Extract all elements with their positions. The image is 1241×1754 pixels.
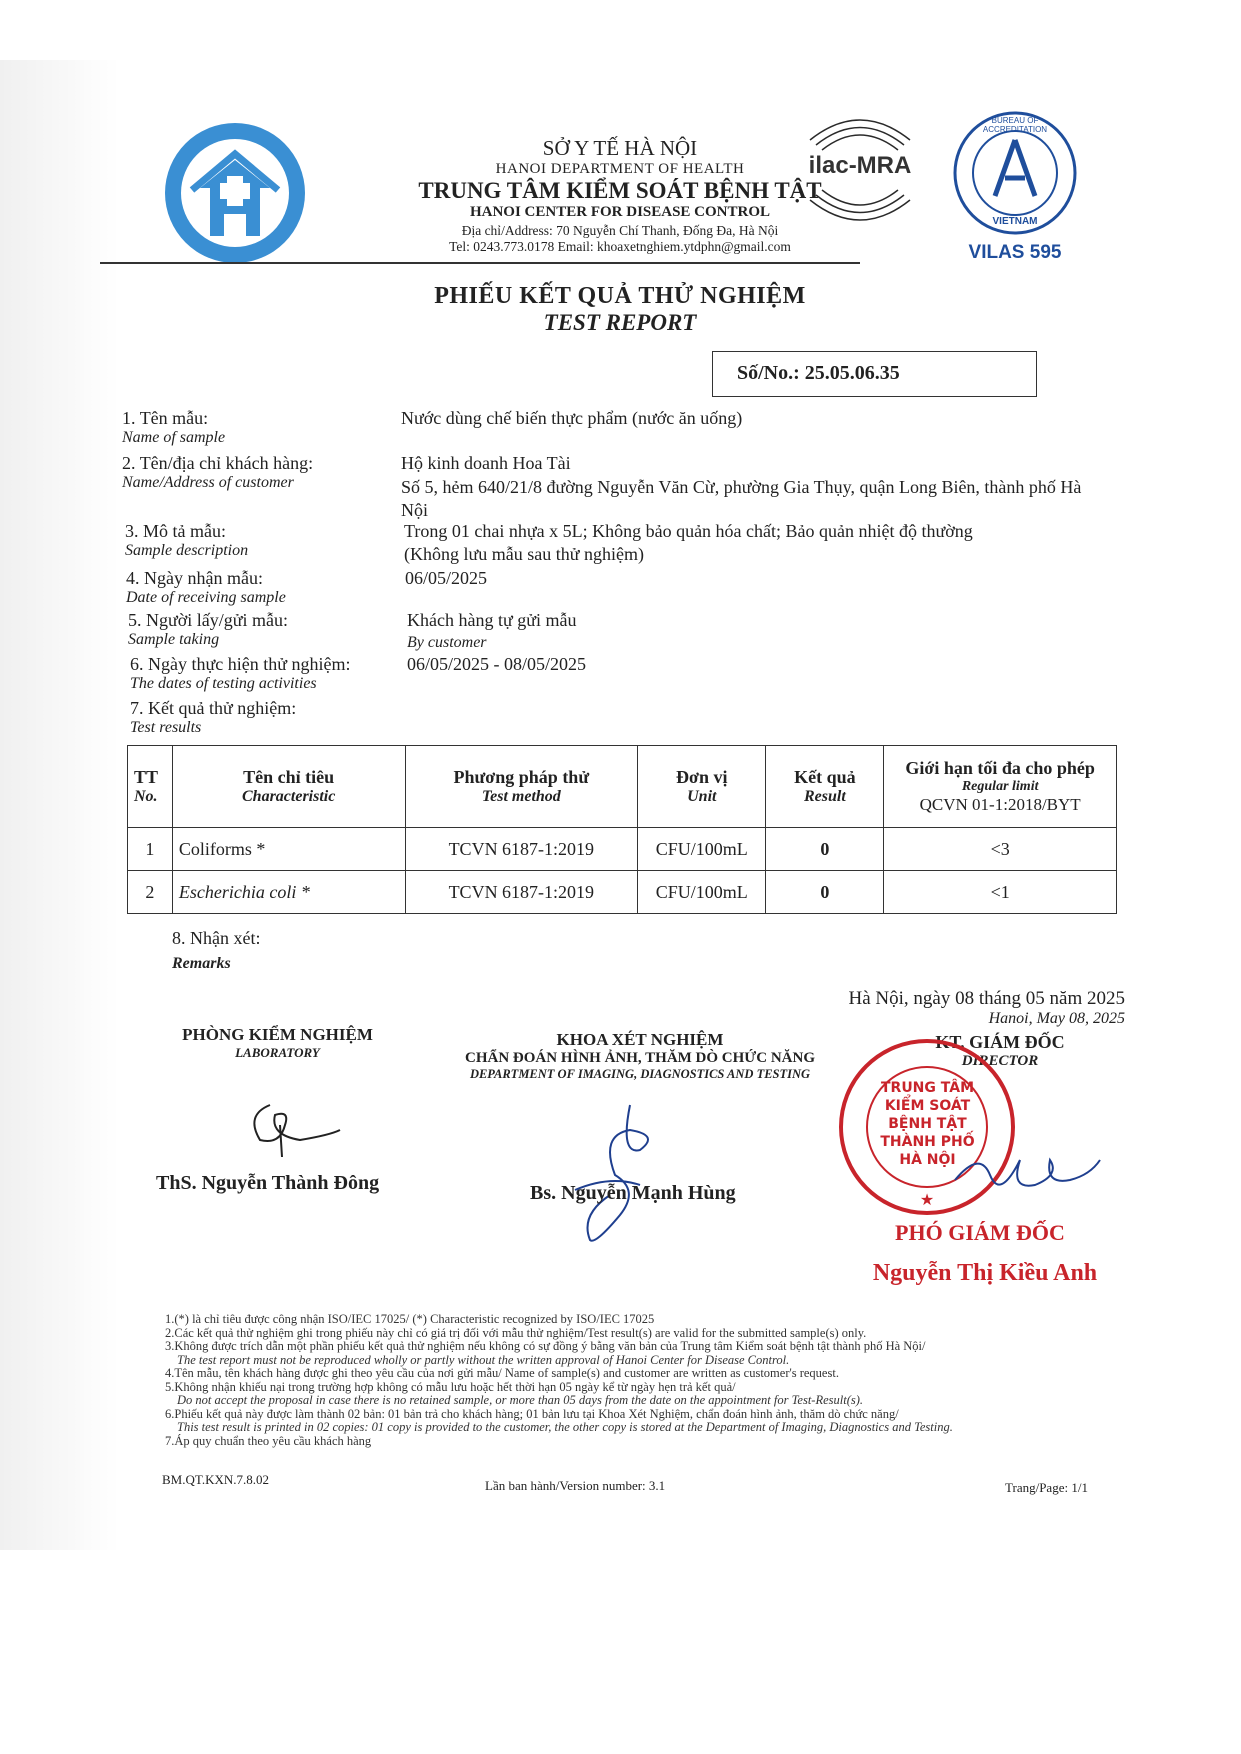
field-6-value: 06/05/2025 - 08/05/2025 (407, 654, 586, 674)
center-en: HANOI CENTER FOR DISEASE CONTROL (469, 204, 771, 220)
row2-unit: CFU/100mL (638, 871, 766, 914)
contact: Tel: 0243.773.0178 Email: khoaxetnghiem.ytdphn@gmail.com (449, 239, 791, 254)
field-5-value: Khách hàng tự gửi mẫu (407, 610, 577, 630)
footnotes (165, 1313, 1125, 1448)
note-4: 4.Tên mẫu, tên khách hàng được ghi theo yêu cầu của nơi gửi mẫu/ Name of sample(s) and customer are written as customer's request. (165, 1366, 839, 1380)
version-number: Lần ban hành/Version number: 3.1 (485, 1478, 666, 1493)
col-limit: Giới hạn tối đa cho phép Regular limit QCVN 01-1:2018/BYT (884, 746, 1117, 828)
field-2-label: 2. Tên/địa chỉ khách hàng: (122, 453, 314, 473)
dept-title-1: KHOA XÉT NGHIỆM (556, 1030, 724, 1049)
col-method: Phương pháp thử Test method (405, 746, 638, 828)
field-3-label: 3. Mô tả mẫu: (125, 521, 226, 541)
stamp-line-1: TRUNG TÂM (880, 1080, 974, 1096)
field-1-label: 1. Tên mẫu: (122, 408, 209, 428)
note-3: 3.Không được trích dẫn một phần phiếu kết quả thử nghiệm nếu không có sự đồng ý bằng văn bản của Trung tâm Kiểm soát bệnh tật thành phố Hà Nội/ (165, 1339, 926, 1353)
lab-title: PHÒNG KIỂM NGHIỆM (182, 1025, 373, 1044)
field-3-label-en: Sample description (125, 542, 249, 559)
title-vn: PHIẾU KẾT QUẢ THỬ NGHIỆM (434, 283, 806, 309)
report-number-value: 25.05.06.35 (804, 362, 900, 384)
table-row (128, 871, 1117, 914)
field-5-label-en: Sample taking (128, 631, 220, 648)
row1-unit: CFU/100mL (638, 828, 766, 871)
row1-name: Coliforms * (172, 828, 405, 871)
field-5-label: 5. Người lấy/gửi mẫu: (128, 610, 289, 630)
row2-name: Escherichia coli * (172, 871, 405, 914)
director-title-en: DIRECTOR (961, 1053, 1039, 1069)
stamp-line-2: KIỂM SOÁT (884, 1098, 971, 1114)
field-5-value-en: By customer (407, 634, 487, 651)
boa-country: VIETNAM (992, 216, 1038, 227)
field-1-label-en: Name of sample (122, 429, 226, 446)
field-4-label: 4. Ngày nhận mẫu: (126, 568, 263, 588)
dept-title-en: DEPARTMENT OF IMAGING, DIAGNOSTICS AND TESTING (469, 1067, 811, 1081)
field-6-label-en: The dates of testing activities (130, 675, 317, 692)
table-row (128, 828, 1117, 871)
stamp-line-5: HÀ NỘI (899, 1152, 956, 1168)
dept-en: HANOI DEPARTMENT OF HEALTH (495, 161, 745, 177)
header-rule (100, 262, 860, 264)
col-characteristic: Tên chỉ tiêu Characteristic (172, 746, 405, 828)
table-header-row (128, 746, 1117, 828)
field-2-label-en: Name/Address of customer (122, 474, 294, 491)
field-2-address: Số 5, hẻm 640/21/8 đường Nguyễn Văn Cừ, phường Gia Thụy, quận Long Biên, thành phố Hà Nội (401, 477, 1082, 520)
title-en: TEST REPORT (543, 310, 697, 335)
vilas-label: VILAS 595 (968, 242, 1062, 263)
dept-signer-name: Bs. Nguyễn Mạnh Hùng (530, 1182, 736, 1204)
row2-no: 2 (128, 871, 173, 914)
stamp-line-4: THÀNH PHỐ (880, 1134, 975, 1150)
field-4-label-en: Date of receiving sample (126, 589, 286, 606)
row2-method: TCVN 6187-1:2019 (405, 871, 638, 914)
note-7: 7.Áp quy chuẩn theo yêu cầu khách hàng (165, 1433, 372, 1448)
report-number-box (712, 351, 1037, 397)
dept-vn: SỞ Y TẾ HÀ NỘI (542, 136, 698, 160)
field-1-value: Nước dùng chế biến thực phẩm (nước ăn uống) (401, 408, 743, 428)
field-3-value: Trong 01 chai nhựa x 5L; Không bảo quản hóa chất; Bảo quản nhiệt độ thường (404, 521, 973, 541)
center-vn: TRUNG TÂM KIỂM SOÁT BỆNH TẬT (418, 178, 822, 203)
hcdc-logo (160, 118, 310, 268)
row2-result: 0 (766, 871, 884, 914)
ilac-mra-logo (790, 100, 930, 240)
lab-signature (240, 1085, 350, 1165)
note-5: 5.Không nhận khiếu nại trong trường hợp không có mẫu lưu hoặc hết thời hạn 05 ngày kể từ ngày hẹn trả kết quả/ (165, 1379, 736, 1394)
row2-limit: <1 (884, 871, 1117, 914)
col-unit: Đơn vị Unit (638, 746, 766, 828)
boa-logo (945, 108, 1085, 268)
stamp-line-3: BỆNH TẬT (888, 1116, 967, 1132)
note-2: 2.Các kết quả thử nghiệm ghi trong phiếu này chỉ có giá trị đối với mẫu thử nghiệm/Test result(s) are valid for the submitted sample(s) only. (165, 1325, 867, 1340)
note-1: 1.(*) là chỉ tiêu được công nhận ISO/IEC 17025/ (*) Characteristic recognized by ISO/IEC 17025 (165, 1312, 655, 1326)
ilac-text: ilac-MRA (808, 152, 912, 179)
report-number-label: Số/No.: (737, 362, 800, 384)
results-table (127, 745, 1117, 914)
lab-signer-name: ThS. Nguyễn Thành Đông (156, 1172, 380, 1194)
scan-shadow (0, 60, 120, 1550)
field-4-value: 06/05/2025 (405, 568, 488, 588)
field-6-label: 6. Ngày thực hiện thử nghiệm: (130, 654, 351, 674)
issue-date: Hà Nội, ngày 08 tháng 05 năm 2025 Hanoi, May 08, 2025 (848, 988, 1125, 1027)
page-number: Trang/Page: 1/1 (1005, 1480, 1088, 1495)
note-6: 6.Phiếu kết quả này được làm thành 02 bản: 01 bản trả cho khách hàng; 01 bản lưu tại Khoa Xét Nghiệm, chẩn đoán hình ảnh, thăm dò chức năng/ (165, 1406, 899, 1421)
col-no: TT No. (128, 746, 173, 828)
note-3-en: The test report must not be reproduced wholly or partly without the written approval of Hanoi Center for Disease Control. (177, 1352, 790, 1367)
boa-text: BUREAU OF ACCREDITATION (982, 116, 1048, 134)
row1-result: 0 (766, 828, 884, 871)
director-name: Nguyễn Thị Kiều Anh (872, 1260, 1098, 1286)
director-signature (950, 1130, 1110, 1210)
note-6-en: This test result is printed in 02 copies: 01 copy is provided to the customer, the other copy is stored at the Department of Imaging, Diagnostics and Testing. (177, 1420, 953, 1434)
director-title: KT. GIÁM ĐỐC (935, 1032, 1065, 1052)
field-3-value-2: (Không lưu mẫu sau thử nghiệm) (404, 544, 644, 564)
remarks-label: 8. Nhận xét: (172, 928, 261, 948)
row1-no: 1 (128, 828, 173, 871)
director-position: PHÓ GIÁM ĐỐC (895, 1220, 1065, 1245)
row1-method: TCVN 6187-1:2019 (405, 828, 638, 871)
form-code: BM.QT.KXN.7.8.02 (162, 1472, 270, 1487)
col-result: Kết quả Result (766, 746, 884, 828)
remarks-label-en: Remarks (172, 955, 231, 972)
field-7-label-en: Test results (130, 719, 202, 736)
lab-title-en: LABORATORY (235, 1045, 320, 1060)
row1-limit: <3 (884, 828, 1117, 871)
field-2-value: Hộ kinh doanh Hoa Tài (401, 453, 571, 473)
field-7-label: 7. Kết quả thử nghiệm: (130, 698, 297, 718)
address: Địa chỉ/Address: 70 Nguyễn Chí Thanh, Đống Đa, Hà Nội (461, 223, 779, 238)
dept-signature (570, 1095, 680, 1255)
dept-title-2: CHẨN ĐOÁN HÌNH ẢNH, THĂM DÒ CHỨC NĂNG (465, 1050, 815, 1066)
note-5-en: Do not accept the proposal in case there is no retained sample, or more than 05 days from the date on the appointment for Test-Result(s). (177, 1393, 864, 1407)
svg-text:★: ★ (919, 1190, 935, 1209)
